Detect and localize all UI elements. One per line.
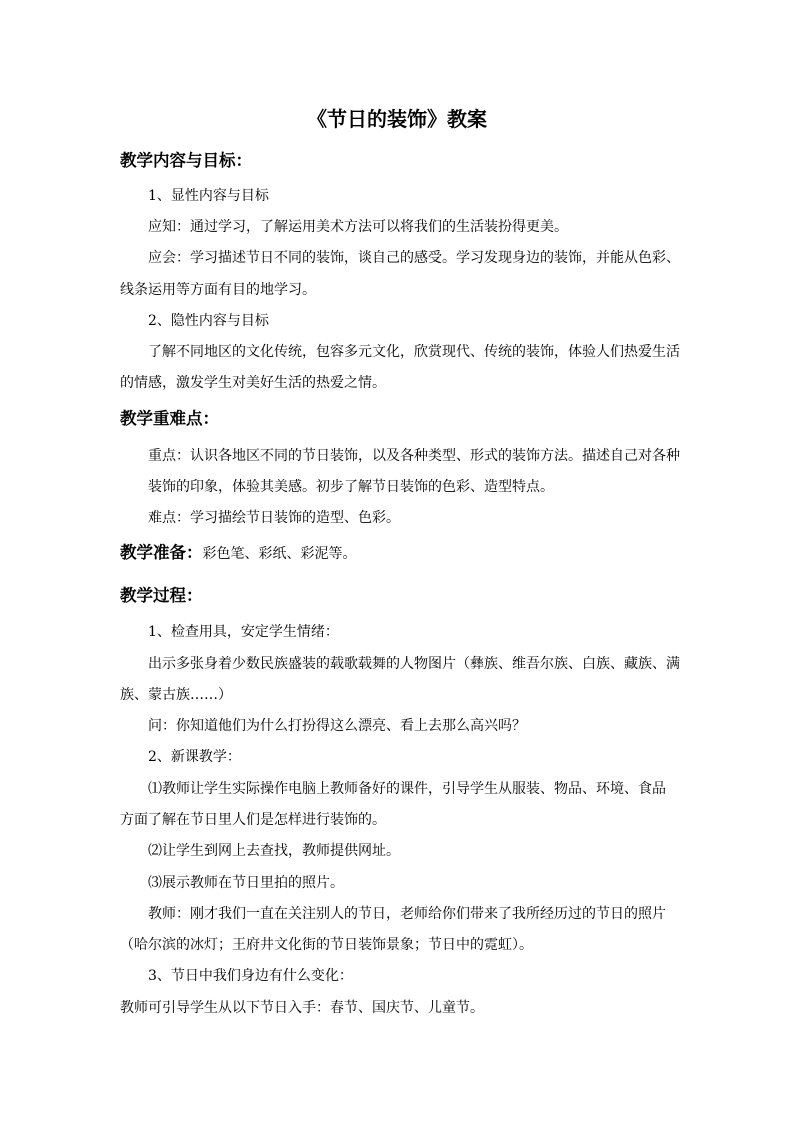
- paragraph-show-line-1: 出示多张身着少数民族盛装的载歌载舞的人物图片（彝族、维吾尔族、白族、藏族、满: [148, 656, 680, 672]
- paragraph-step-1: 1、检查用具，安定学生情绪：: [148, 624, 339, 640]
- paragraph-sub-1-line-1: ⑴教师让学生实际操作电脑上教师备好的课件，引导学生从服装、物品、环境、食品: [148, 781, 666, 797]
- paragraph-question: 问：你知道他们为什么打扮得这么漂亮、看上去那么高兴吗？: [148, 718, 526, 734]
- paragraph-hidden-line-2: 的情感，激发学生对美好生活的热爱之情。: [120, 375, 386, 391]
- paragraph-step-3: 3、节日中我们身边有什么变化：: [148, 968, 353, 984]
- section-preparation: [120, 543, 357, 564]
- section-heading-content-goals: 教学内容与目标：: [120, 151, 252, 170]
- paragraph-item-2: 2、隐性内容与目标: [148, 313, 269, 329]
- paragraph-know: 应知：通过学习，了解运用美术方法可以将我们的生活装扮得更美。: [148, 219, 568, 235]
- paragraph-teacher-line-1: 教师：刚才我们一直在关注别人的节日，老师给你们带来了我所经历过的节日的照片: [148, 906, 666, 922]
- preparation-text: 彩色笔、彩纸、彩泥等。: [202, 546, 357, 562]
- page-title: 《节日的装饰》教案: [307, 107, 487, 131]
- paragraph-difficulty: 难点：学习描绘节日装饰的造型、色彩。: [148, 510, 400, 526]
- paragraph-can-line-1: 应会：学习描述节日不同的装饰，谈自己的感受。学习发现身边的装饰，并能从色彩、: [148, 250, 680, 266]
- paragraph-step-2: 2、新课教学：: [148, 749, 241, 765]
- paragraph-item-1: 1、显性内容与目标: [148, 188, 269, 204]
- paragraph-sub-2: ⑵让学生到网上去查找，教师提供网址。: [148, 843, 400, 859]
- paragraph-hidden-line-1: 了解不同地区的文化传统，包容多元文化，欣赏现代、传统的装饰，体验人们热爱生活: [148, 344, 680, 360]
- paragraph-sub-1-line-2: 方面了解在节日里人们是怎样进行装饰的。: [120, 812, 386, 828]
- paragraph-sub-3: ⑶展示教师在节日里拍的照片。: [148, 875, 344, 891]
- paragraph-show-line-2: 族、蒙古族……）: [120, 687, 232, 703]
- section-heading-preparation: 教学准备：: [120, 543, 203, 562]
- section-heading-process: 教学过程：: [120, 586, 203, 605]
- paragraph-can-line-2: 线条运用等方面有目的地学习。: [120, 282, 316, 298]
- paragraph-focus-line-2: 装饰的印象，体验其美感。初步了解节日装饰的色彩、造型特点。: [148, 479, 554, 495]
- paragraph-guide: 教师可引导学生从以下节日入手：春节、国庆节、儿童节。: [120, 1000, 484, 1016]
- paragraph-focus-line-1: 重点：认识各地区不同的节日装饰，以及各种类型、形式的装饰方法。描述自己对各种: [148, 448, 680, 464]
- paragraph-teacher-line-2: （哈尔滨的冰灯；王府井文化街的节日装饰景象；节日中的霓虹）。: [120, 937, 533, 953]
- section-heading-key-points: 教学重难点：: [120, 409, 219, 428]
